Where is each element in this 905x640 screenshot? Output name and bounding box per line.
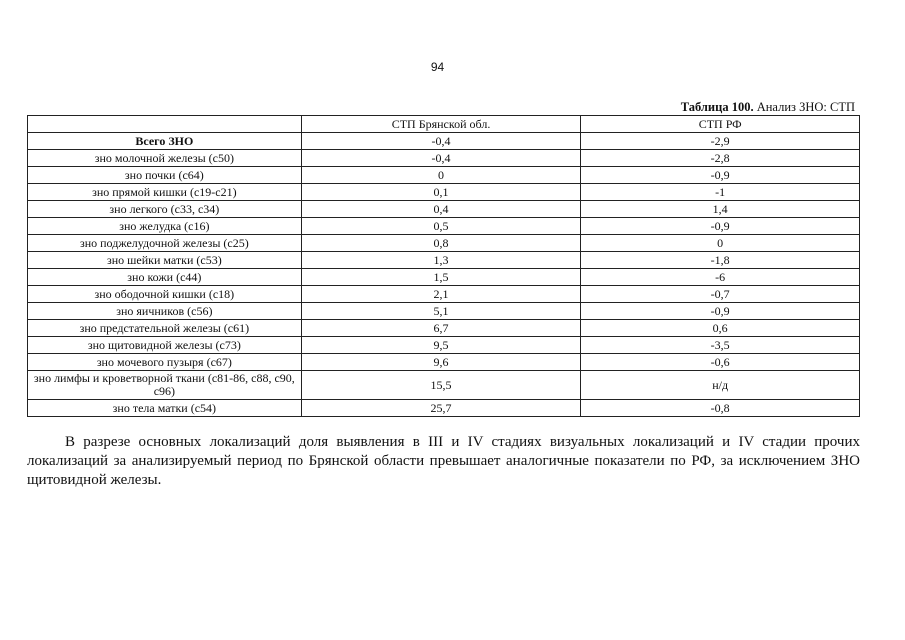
table-row <box>28 400 860 417</box>
row-bryansk-value: -0,4 <box>301 133 581 150</box>
table-row <box>28 133 860 150</box>
table-row <box>28 201 860 218</box>
row-bryansk-value: 9,6 <box>301 354 581 371</box>
table-caption <box>681 100 855 115</box>
row-label: зно мочевого пузыря (с67) <box>28 354 302 371</box>
row-rf-value: -0,7 <box>581 286 860 303</box>
row-label: зно предстательной железы (с61) <box>28 320 302 337</box>
row-label: зно почки (с64) <box>28 167 302 184</box>
body-paragraph: В разрезе основных локализаций доля выявления в III и IV стадиях визуальных локализаций и IV стадии прочих локализаций за анализируемый период по Брянской области превышает аналогичные показатели по РФ, за исключением ЗНО щитовидной железы. <box>27 434 860 488</box>
row-label: зно щитовидной железы (с73) <box>28 337 302 354</box>
row-bryansk-value: 25,7 <box>301 400 581 417</box>
row-rf-value: -1,8 <box>581 252 860 269</box>
row-bryansk-value: -0,4 <box>301 150 581 167</box>
table-row <box>28 320 860 337</box>
row-label: зно молочной железы (с50) <box>28 150 302 167</box>
row-bryansk-value: 5,1 <box>301 303 581 320</box>
page-number: 94 <box>430 60 445 74</box>
row-bryansk-value: 1,5 <box>301 269 581 286</box>
row-bryansk-value: 0 <box>301 167 581 184</box>
table-body <box>28 133 860 417</box>
row-bryansk-value: 1,3 <box>301 252 581 269</box>
row-bryansk-value: 0,1 <box>301 184 581 201</box>
row-rf-value: 0,6 <box>581 320 860 337</box>
table-row <box>28 184 860 201</box>
table-row <box>28 235 860 252</box>
table-row <box>28 252 860 269</box>
row-bryansk-value: 0,5 <box>301 218 581 235</box>
table-caption-title: Анализ ЗНО: СТП <box>753 100 855 114</box>
row-label: зно поджелудочной железы (с25) <box>28 235 302 252</box>
row-label: зно лимфы и кроветворной ткани (с81-86, с88, с90, с96) <box>28 371 302 400</box>
table-caption-number: Таблица 100. <box>680 100 754 114</box>
header-rf: СТП РФ <box>581 116 860 133</box>
row-label: зно кожи (с44) <box>28 269 302 286</box>
row-rf-value: -2,8 <box>581 150 860 167</box>
row-label: зно прямой кишки (с19-с21) <box>28 184 302 201</box>
row-rf-value: 1,4 <box>581 201 860 218</box>
header-label <box>28 116 302 133</box>
table-row <box>28 286 860 303</box>
row-rf-value: -0,8 <box>581 400 860 417</box>
row-label: зно легкого (с33, с34) <box>28 201 302 218</box>
row-label: Всего ЗНО <box>28 133 302 150</box>
data-table <box>27 115 860 417</box>
row-rf-value: -1 <box>581 184 860 201</box>
row-label: зно шейки матки (с53) <box>28 252 302 269</box>
row-rf-value: н/д <box>581 371 860 400</box>
row-rf-value: -2,9 <box>581 133 860 150</box>
row-rf-value: 0 <box>581 235 860 252</box>
table-row <box>28 354 860 371</box>
header-bryansk: СТП Брянской обл. <box>301 116 581 133</box>
row-bryansk-value: 15,5 <box>301 371 581 400</box>
row-bryansk-value: 2,1 <box>301 286 581 303</box>
row-label: зно яичников (с56) <box>28 303 302 320</box>
row-rf-value: -0,6 <box>581 354 860 371</box>
row-label: зно желудка (с16) <box>28 218 302 235</box>
table-row <box>28 337 860 354</box>
table-row <box>28 218 860 235</box>
row-rf-value: -6 <box>581 269 860 286</box>
row-bryansk-value: 0,8 <box>301 235 581 252</box>
table-header-row <box>28 116 860 133</box>
row-rf-value: -0,9 <box>581 167 860 184</box>
row-bryansk-value: 9,5 <box>301 337 581 354</box>
table-row <box>28 269 860 286</box>
row-label: зно тела матки (с54) <box>28 400 302 417</box>
row-rf-value: -0,9 <box>581 303 860 320</box>
table-row <box>28 371 860 400</box>
row-bryansk-value: 0,4 <box>301 201 581 218</box>
row-rf-value: -0,9 <box>581 218 860 235</box>
row-bryansk-value: 6,7 <box>301 320 581 337</box>
table-row <box>28 303 860 320</box>
table-row <box>28 167 860 184</box>
table-row <box>28 150 860 167</box>
row-rf-value: -3,5 <box>581 337 860 354</box>
row-label: зно ободочной кишки (с18) <box>28 286 302 303</box>
